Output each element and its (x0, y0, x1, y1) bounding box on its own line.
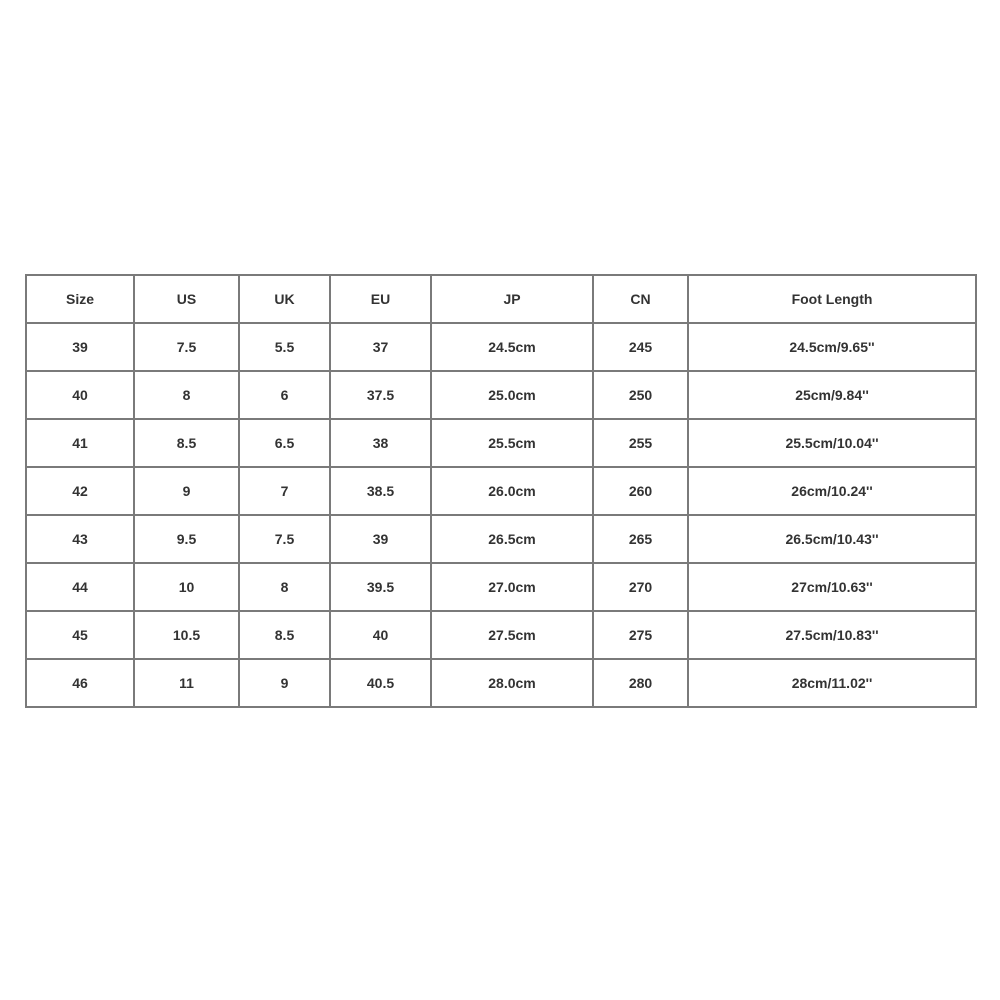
cell-uk: 6 (239, 371, 330, 419)
table-row (26, 467, 976, 515)
cell-size: 45 (26, 611, 134, 659)
cell-uk: 6.5 (239, 419, 330, 467)
cell-eu: 39 (330, 515, 431, 563)
cell-size: 42 (26, 467, 134, 515)
cell-uk: 7 (239, 467, 330, 515)
cell-size: 46 (26, 659, 134, 707)
cell-size: 41 (26, 419, 134, 467)
cell-cn: 280 (593, 659, 688, 707)
cell-cn: 250 (593, 371, 688, 419)
size-chart-table (25, 274, 977, 708)
cell-uk: 7.5 (239, 515, 330, 563)
cell-uk: 8 (239, 563, 330, 611)
cell-cn: 255 (593, 419, 688, 467)
cell-uk: 5.5 (239, 323, 330, 371)
header-cell-uk: UK (239, 275, 330, 323)
header-cell-eu: EU (330, 275, 431, 323)
cell-cn: 260 (593, 467, 688, 515)
table-row (26, 563, 976, 611)
cell-jp: 24.5cm (431, 323, 593, 371)
cell-us: 9.5 (134, 515, 239, 563)
header-cell-size: Size (26, 275, 134, 323)
table-row (26, 515, 976, 563)
cell-us: 10 (134, 563, 239, 611)
cell-foot-length: 25.5cm/10.04'' (688, 419, 976, 467)
cell-us: 11 (134, 659, 239, 707)
table-row (26, 659, 976, 707)
cell-foot-length: 27.5cm/10.83'' (688, 611, 976, 659)
table-row (26, 419, 976, 467)
cell-eu: 37.5 (330, 371, 431, 419)
cell-cn: 245 (593, 323, 688, 371)
cell-us: 7.5 (134, 323, 239, 371)
cell-foot-length: 26.5cm/10.43'' (688, 515, 976, 563)
cell-jp: 25.5cm (431, 419, 593, 467)
cell-eu: 37 (330, 323, 431, 371)
cell-jp: 27.5cm (431, 611, 593, 659)
header-cell-foot-length: Foot Length (688, 275, 976, 323)
cell-eu: 38 (330, 419, 431, 467)
cell-size: 44 (26, 563, 134, 611)
cell-jp: 28.0cm (431, 659, 593, 707)
cell-us: 10.5 (134, 611, 239, 659)
cell-us: 9 (134, 467, 239, 515)
cell-uk: 8.5 (239, 611, 330, 659)
cell-us: 8.5 (134, 419, 239, 467)
cell-cn: 265 (593, 515, 688, 563)
table-row (26, 611, 976, 659)
cell-jp: 25.0cm (431, 371, 593, 419)
cell-jp: 26.0cm (431, 467, 593, 515)
cell-cn: 275 (593, 611, 688, 659)
cell-size: 40 (26, 371, 134, 419)
table-row (26, 371, 976, 419)
cell-size: 39 (26, 323, 134, 371)
cell-foot-length: 28cm/11.02'' (688, 659, 976, 707)
cell-cn: 270 (593, 563, 688, 611)
cell-uk: 9 (239, 659, 330, 707)
cell-jp: 27.0cm (431, 563, 593, 611)
cell-us: 8 (134, 371, 239, 419)
cell-foot-length: 25cm/9.84'' (688, 371, 976, 419)
cell-size: 43 (26, 515, 134, 563)
cell-eu: 40 (330, 611, 431, 659)
cell-eu: 40.5 (330, 659, 431, 707)
cell-jp: 26.5cm (431, 515, 593, 563)
cell-foot-length: 26cm/10.24'' (688, 467, 976, 515)
cell-eu: 38.5 (330, 467, 431, 515)
header-row (26, 275, 976, 323)
table-row (26, 323, 976, 371)
cell-foot-length: 27cm/10.63'' (688, 563, 976, 611)
header-cell-us: US (134, 275, 239, 323)
cell-eu: 39.5 (330, 563, 431, 611)
header-cell-cn: CN (593, 275, 688, 323)
header-cell-jp: JP (431, 275, 593, 323)
cell-foot-length: 24.5cm/9.65'' (688, 323, 976, 371)
